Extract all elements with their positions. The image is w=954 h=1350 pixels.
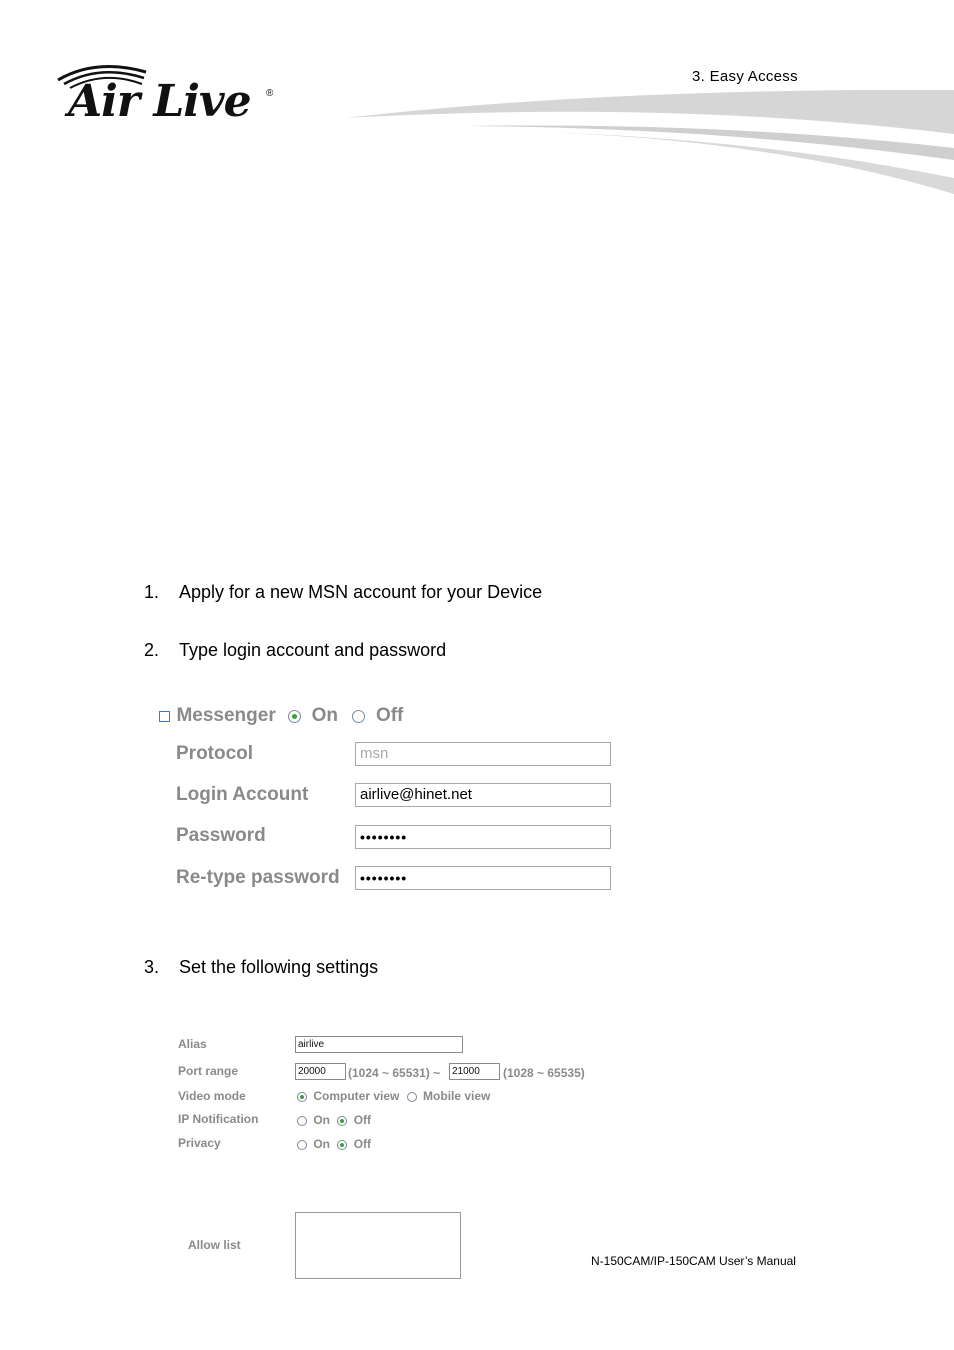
privacy-off-radio[interactable]: [337, 1140, 347, 1150]
protocol-label: Protocol: [176, 743, 254, 764]
privacy-off-label: Off: [353, 1137, 372, 1151]
protocol-field[interactable]: msn: [355, 742, 611, 766]
port-to-range-text: (1028 ~ 65535): [503, 1066, 585, 1080]
mobile-view-radio[interactable]: [407, 1092, 417, 1102]
privacy-on-label: On: [313, 1137, 331, 1151]
step-text: Type login account and password: [179, 640, 447, 660]
messenger-checkbox[interactable]: [159, 711, 170, 722]
messenger-off-radio[interactable]: [352, 710, 365, 723]
header-swoosh-decoration: [345, 86, 954, 198]
port-from-range-text: (1024 ~ 65531) ~: [348, 1066, 441, 1080]
step-number: 1.: [144, 582, 160, 602]
privacy-on-radio[interactable]: [297, 1140, 307, 1150]
alias-field[interactable]: airlive: [295, 1036, 463, 1053]
port-from-field[interactable]: 20000: [295, 1063, 346, 1080]
retype-password-label: Re-type password: [176, 867, 340, 888]
password-field[interactable]: ••••••••: [355, 825, 611, 849]
password-label: Password: [176, 825, 266, 846]
step-number: 3.: [144, 957, 160, 977]
manual-footer: N-150CAM/IP-150CAM User’s Manual: [591, 1254, 796, 1268]
port-to-field[interactable]: 21000: [449, 1063, 500, 1080]
step-text: Set the following settings: [179, 957, 379, 977]
messenger-row: [159, 705, 403, 727]
video-mode-options: [297, 1089, 490, 1103]
ip-notification-label: IP Notification: [178, 1112, 259, 1126]
login-account-label: Login Account: [176, 784, 309, 805]
privacy-label: Privacy: [178, 1136, 221, 1150]
messenger-on-label: On: [311, 705, 339, 726]
computer-view-radio[interactable]: [297, 1092, 307, 1102]
ip-notification-off-label: Off: [353, 1113, 372, 1127]
ip-notification-options: [297, 1113, 371, 1127]
step-text: Apply for a new MSN account for your Device: [179, 582, 543, 602]
ip-notification-on-radio[interactable]: [297, 1116, 307, 1126]
step-number: 2.: [144, 640, 160, 660]
messenger-label: Messenger: [176, 705, 276, 726]
ip-notification-on-label: On: [313, 1113, 331, 1127]
privacy-options: [297, 1137, 371, 1151]
computer-view-label: Computer view: [313, 1089, 400, 1103]
video-mode-label: Video mode: [178, 1089, 246, 1103]
allow-list-label: Allow list: [188, 1238, 241, 1252]
ip-notification-off-radio[interactable]: [337, 1116, 347, 1126]
logo-wordmark: Air Live: [68, 76, 251, 127]
messenger-off-label: Off: [375, 705, 404, 726]
section-header: 3. Easy Access: [692, 68, 798, 85]
messenger-on-radio[interactable]: [288, 710, 301, 723]
retype-password-field[interactable]: ••••••••: [355, 866, 611, 890]
login-account-field[interactable]: airlive@hinet.net: [355, 783, 611, 807]
allow-list-box[interactable]: [295, 1212, 461, 1279]
port-range-label: Port range: [178, 1064, 239, 1078]
mobile-view-label: Mobile view: [423, 1089, 491, 1103]
alias-label: Alias: [178, 1037, 207, 1051]
registered-mark: ®: [266, 88, 274, 99]
